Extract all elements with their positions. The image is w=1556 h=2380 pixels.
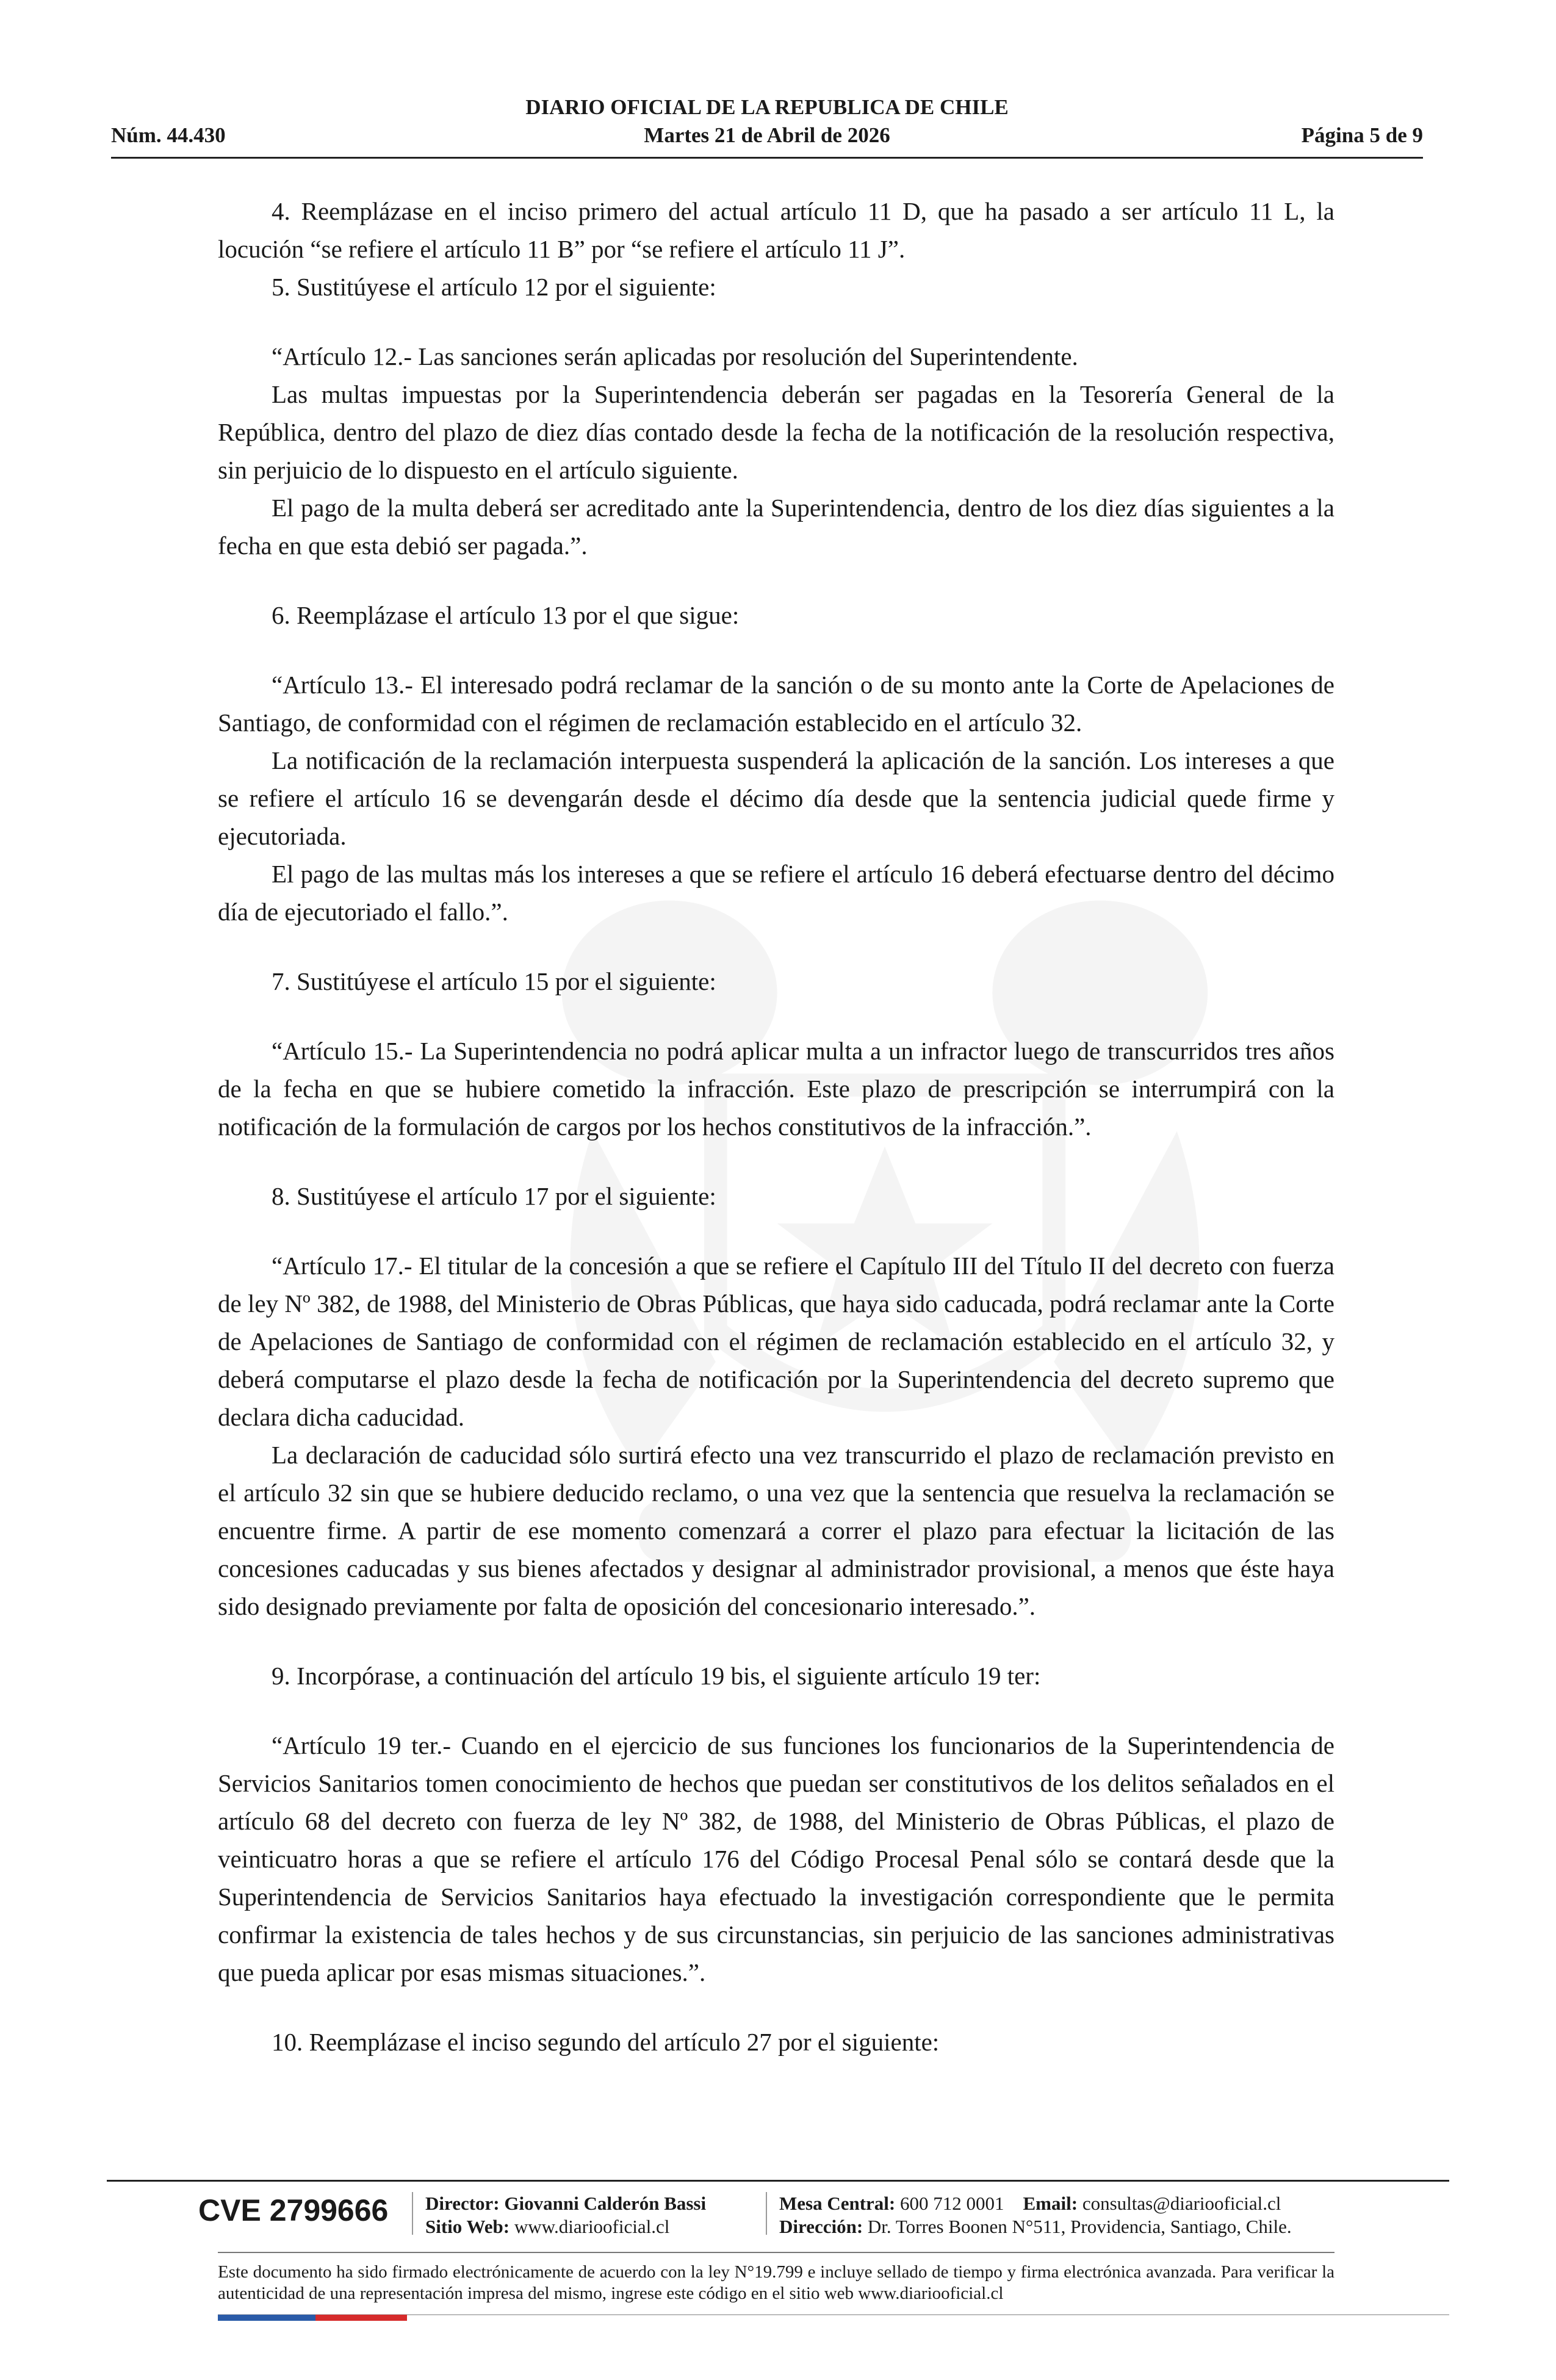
paragraph: El pago de las multas más los intereses a que se refiere el artículo 16 deberá efectuarse dentro del décimo día de ejecutoriado el fallo.”. — [218, 860, 1334, 926]
paragraph: El pago de la multa deberá ser acreditado ante la Superintendencia, dentro de los diez días siguientes a la fecha en que esta debió ser pagada.”. — [218, 494, 1334, 560]
paragraph: 10. Reemplázase el inciso segundo del artículo 27 por el siguiente: — [272, 2028, 940, 2056]
page-indicator: Página 5 de 9 — [1301, 123, 1423, 147]
web-label: Sitio Web: — [425, 2216, 510, 2237]
header-divider — [111, 157, 1423, 159]
paragraph: “Artículo 17.- El titular de la concesión a que se refiere el Capítulo III del Título II del decreto con fuerza de ley Nº 382, de 1988, del Ministerio de Obras Públicas, que haya sido caducada, podrá reclamar ante la Corte de Apelaciones de Santiago de conformidad con el régimen de reclamación establecido en el artículo 32, y deberá computarse el plazo desde la fecha de notificación por la Superintendencia del decreto supremo que declara dicha caducidad. — [218, 1252, 1334, 1431]
email-label: Email: — [1023, 2193, 1078, 2214]
footer-divider — [107, 2180, 1449, 2182]
paragraph: Las multas impuestas por la Superintendencia deberán ser pagadas en la Tesorería General de la República, dentro del plazo de diez días contado desde la fecha de la notificación de la resolución respectiva, sin perjuicio de lo dispuesto en el artículo siguiente. — [218, 380, 1334, 484]
document-body — [218, 192, 1334, 2061]
footer-contact-block — [779, 2192, 1292, 2238]
mesa-phone: 600 712 0001 — [900, 2193, 1004, 2214]
paragraph: “Artículo 12.- Las sanciones serán aplicadas por resolución del Superintendente. — [272, 342, 1078, 370]
flag-red-segment — [315, 2315, 407, 2321]
newspaper-title: DIARIO OFICIAL DE LA REPUBLICA DE CHILE — [525, 95, 1009, 119]
paragraph: 4. Reemplázase en el inciso primero del actual artículo 11 D, que ha pasado a ser artículo 11 L, la locución “se refiere el artículo 11 B” por “se refiere el artículo 11 J”. — [218, 197, 1334, 263]
address-label: Dirección: — [779, 2216, 863, 2237]
issue-number: Núm. 44.430 — [111, 123, 226, 147]
paragraph: 9. Incorpórase, a continuación del artículo 19 bis, el siguiente artículo 19 ter: — [272, 1662, 1041, 1690]
paragraph: La notificación de la reclamación interpuesta suspenderá la aplicación de la sanción. Los intereses a que se refiere el artículo 16 se devengarán desde el décimo día desde que la sentencia judicial quede firme y ejecutoriada. — [218, 746, 1334, 850]
signature-note: Este documento ha sido firmado electrónicamente de acuerdo con la ley N°19.799 e incluye sellado de tiempo y firma electrónica avanzada. Para verificar la autenticidad de una representación impresa del mismo, ingrese este código en el sitio web www.diariooficial.cl — [218, 2262, 1334, 2303]
address-value: Dr. Torres Boonen N°511, Providencia, Santiago, Chile. — [867, 2216, 1292, 2237]
flag-blue-segment — [218, 2315, 315, 2321]
paragraph: 6. Reemplázase el artículo 13 por el que sigue: — [272, 601, 740, 629]
flag-stripe-icon — [218, 2315, 407, 2321]
page-header — [111, 93, 1423, 160]
mesa-label: Mesa Central: — [779, 2193, 896, 2214]
paragraph: “Artículo 19 ter.- Cuando en el ejercicio de sus funciones los funcionarios de la Superintendencia de Servicios Sanitarios tomen conocimiento de hechos que puedan ser constitutivos de los delitos señalados en el artículo 68 del decreto con fuerza de ley Nº 382, de 1988, del Ministerio de Obras Públicas, el plazo de veinticuatro horas a que se refiere el artículo 176 del Código Procesal Penal sólo se contará desde que la Superintendencia de Servicios Sanitarios haya efectuado la investigación correspondiente que le permita confirmar la existencia de tales hechos y de sus circunstancias, sin perjuicio de las sanciones administrativas que pueda aplicar por esas mismas situaciones.”. — [218, 1731, 1334, 1986]
issue-date: Martes 21 de Abril de 2026 — [644, 123, 890, 147]
director-label: Director: — [425, 2193, 500, 2214]
director-name: Giovanni Calderón Bassi — [504, 2193, 707, 2214]
footer-separator — [412, 2192, 413, 2235]
email-link[interactable]: consultas@diariooficial.cl — [1082, 2193, 1281, 2214]
cve-code: CVE 2799666 — [198, 2193, 389, 2227]
footer-separator — [766, 2192, 767, 2235]
web-link[interactable]: www.diariooficial.cl — [514, 2216, 670, 2237]
paragraph: “Artículo 13.- El interesado podrá reclamar de la sanción o de su monto ante la Corte de Apelaciones de Santiago, de conformidad con el régimen de reclamación establecido en el artículo 32. — [218, 671, 1334, 737]
paragraph: 5. Sustitúyese el artículo 12 por el siguiente: — [272, 273, 716, 301]
paragraph: 7. Sustitúyese el artículo 15 por el siguiente: — [272, 967, 716, 995]
footer-inner-divider — [218, 2252, 1334, 2253]
paragraph: La declaración de caducidad sólo surtirá efecto una vez transcurrido el plazo de reclamación previsto en el artículo 32 sin que se hubiere deducido reclamo, o una vez que la sentencia que resuelva la reclamación se encuentre firme. A partir de ese momento comenzará a correr el plazo para efectuar la licitación de las concesiones caducadas y sus bienes afectados y designar al administrador provisional, a menos que éste haya sido designado previamente por falta de oposición del concesionario interesado.”. — [218, 1441, 1334, 1620]
footer-director-block — [425, 2192, 706, 2238]
paragraph: 8. Sustitúyese el artículo 17 por el siguiente: — [272, 1182, 716, 1210]
paragraph: “Artículo 15.- La Superintendencia no podrá aplicar multa a un infractor luego de transcurridos tres años de la fecha en que se hubiere cometido la infracción. Este plazo de prescripción se interrumpirá con la notificación de la formulación de cargos por los hechos constitutivos de la infracción.”. — [218, 1037, 1334, 1141]
